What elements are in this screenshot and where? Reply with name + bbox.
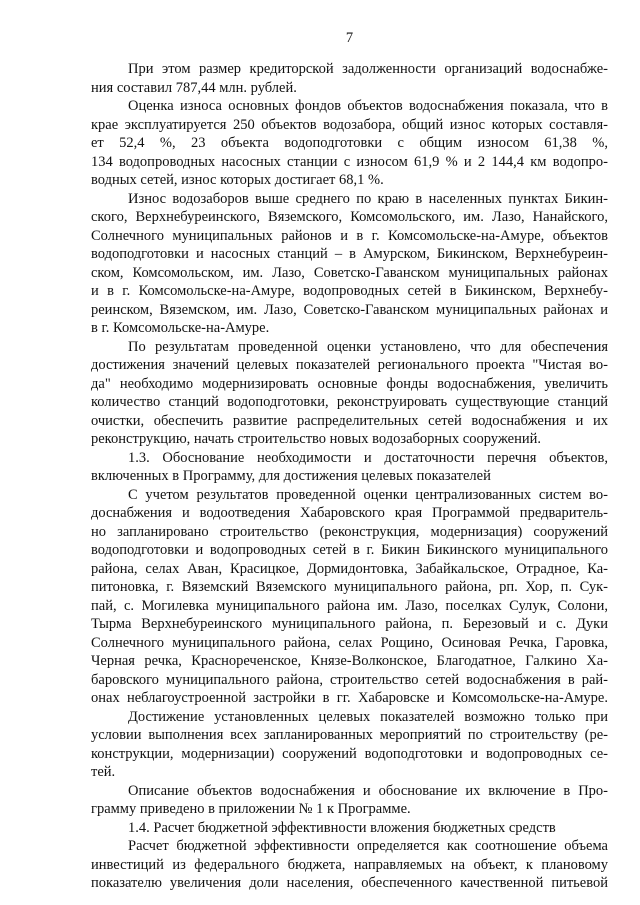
text-line: да" необходимо модернизировать основные фонды водоснабжения, увеличить (91, 375, 608, 392)
text-line: условии выполнения всех запланированных мероприятий по строительству (ре- (91, 727, 608, 743)
paragraph (91, 338, 608, 449)
text-line: ния составил 787,44 млн. рублей. (91, 79, 297, 96)
text-line: количество станций водоподготовки, реконструировать существующие станций (91, 394, 608, 410)
text-line: показателю увеличения доли населения, обеспеченного качественной питьевой (91, 875, 608, 891)
text-line: ет 52,4 %, 23 объекта водоподготовки с общим износом 61,38 %, (91, 135, 608, 151)
paragraph (91, 708, 608, 782)
text-line: питоновка, г. Вяземский Вяземского муниципального района, рп. Хор, п. Сук- (91, 579, 608, 595)
document-body (91, 60, 608, 893)
text-line: конструкции, модернизации) сооружений водоподготовки и водопроводных се- (91, 745, 608, 762)
text-line: достижения значений целевых показателей регионального проекта "Чистая во- (91, 357, 608, 373)
text-line: ского, Верхнебуреинского, Вяземского, Комсомольского, им. Лазо, Нанайского, (91, 209, 608, 225)
text-line: По результатам проведенной оценки установлено, что для обеспечения (128, 338, 608, 355)
text-line: тей. (91, 764, 116, 780)
text-line: 1.3. Обоснование необходимости и достаточности перечня объектов, (128, 449, 608, 466)
text-line: Износ водозаборов выше среднего по краю в населенных пунктах Бикин- (128, 190, 608, 207)
text-line: инвестиций из федерального бюджета, направляемых на объект, к плановому (91, 856, 608, 873)
text-line: При этом размер кредиторской задолженности организаций водоснабже- (128, 61, 608, 77)
text-line: Оценка износа основных фондов объектов водоснабжения показала, что в (128, 98, 608, 114)
text-line: и в г. Комсомольске-на-Амуре, водопроводных сетей в Бикинском, Верхнебу- (91, 283, 608, 299)
text-line: Описание объектов водоснабжения и обоснование их включение в Про- (128, 782, 608, 799)
text-line: баровского муниципального района, строительство сетей водоснабжения в рай- (91, 671, 608, 688)
text-line: района, селах Аван, Красицкое, Дормидонтовка, Забайкальское, Отрадное, Ка- (91, 560, 608, 577)
text-line: в г. Комсомольске-на-Амуре. (91, 320, 270, 336)
text-line: доснабжения и водоотведения Хабаровского края Программой предваритель- (91, 505, 608, 521)
paragraph (91, 60, 608, 97)
text-line: ском, Комсомольском, им. Лазо, Советско-Гаванском муниципальных районах (91, 264, 608, 281)
text-line: грамму приведено в приложении № 1 к Программе. (91, 801, 411, 817)
text-line: Расчет бюджетной эффективности определяется как соотношение объема (128, 838, 608, 854)
text-line: Тырма Верхнебуреинского муниципального района, п. Березовый и с. Дуки (91, 616, 608, 632)
text-line: 134 водопроводных насосных станции с износом 61,9 % и 2 144,4 км водопро- (91, 153, 608, 170)
text-line: пай, с. Могилевка муниципального района им. Лазо, поселках Сулук, Солони, (91, 597, 608, 614)
text-line: но запланировано строительство (реконструкция, модернизация) сооружений (91, 523, 608, 540)
text-line: очистки, обеспечить развитие распределительных сетей водоснабжения и их (91, 412, 608, 429)
text-line: крае эксплуатируется 250 объектов водозабора, общий износ которых составля- (91, 116, 608, 133)
text-line: Солнечного муниципального района, селах Рощино, Осиновая Речка, Гаровка, (91, 634, 608, 651)
paragraph (91, 449, 608, 486)
paragraph (91, 837, 608, 893)
text-line: онах неблагоустроенной застройки в гг. Хабаровске и Комсомольске-на-Амуре. (91, 690, 608, 706)
text-line: Черная речка, Краснореченское, Князе-Волконское, Благодатное, Галкино Ха- (91, 653, 608, 669)
paragraph (91, 97, 608, 190)
text-line: реконструкцию, начать строительство новых водозаборных сооружений. (91, 431, 541, 447)
text-line: С учетом результатов проведенной оценки централизованных систем во- (128, 486, 608, 503)
text-line: водных сетей, износ которых достигает 68,1 %. (91, 172, 384, 188)
text-line: водоподготовки и насосных станций – в Амурском, Бикинском, Верхнебуреин- (91, 246, 608, 262)
paragraph (91, 819, 608, 838)
paragraph (91, 486, 608, 708)
text-line: включенных в Программу, для достижения целевых показателей (91, 468, 491, 484)
text-line: реинском, Вяземском, им. Лазо, Советско-Гаванском муниципальных районах и (91, 301, 608, 318)
page-number: 7 (345, 30, 354, 46)
text-line: 1.4. Расчет бюджетной эффективности вложения бюджетных средств (128, 819, 556, 836)
text-line: Достижение установленных целевых показателей возможно только при (128, 708, 608, 725)
paragraph (91, 190, 608, 338)
paragraph (91, 782, 608, 819)
text-line: Солнечного муниципальных районов и в г. Комсомольске-на-Амуре, объектов (91, 227, 608, 244)
text-line: водоподготовки и водопроводных сетей в г. Бикин Бикинского муниципального (91, 542, 608, 558)
